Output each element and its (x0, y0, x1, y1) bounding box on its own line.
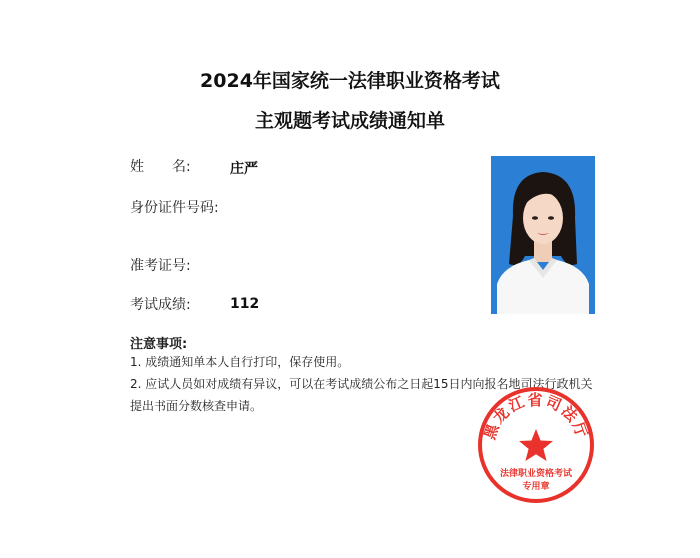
star-icon (519, 429, 553, 461)
official-seal (476, 385, 596, 505)
seal-org-text: 黑龙江省司法厅 (480, 391, 592, 442)
document-subtitle: 主观题考试成绩通知单 (254, 110, 445, 132)
applicant-photo (491, 156, 595, 314)
seal-band-text: 法律职业资格考试 (499, 469, 573, 479)
seal-bottom-text: 专用章 (522, 482, 550, 492)
notes-heading: 注意事项: (130, 337, 188, 352)
name-label: 姓 名: (130, 159, 191, 175)
score-label: 考试成绩: (130, 297, 191, 313)
document-title: 2024年国家统一法律职业资格考试 (200, 70, 500, 92)
name-value: 庄严 (230, 161, 258, 177)
id-number-label: 身份证件号码: (130, 200, 219, 216)
seal-graphic (476, 385, 596, 505)
note-item-2: 2. 应试人员如对成绩有异议，可以在考试成绩公布之日起15日内向报名地司法行政机关提出书面分数核查申请。 (130, 377, 593, 413)
ticket-number-label: 准考证号: (130, 258, 191, 274)
note-item-1: 1. 成绩通知单本人自行打印，保存使用。 (130, 355, 350, 369)
score-value: 112 (230, 296, 260, 312)
portrait-image (491, 156, 595, 314)
